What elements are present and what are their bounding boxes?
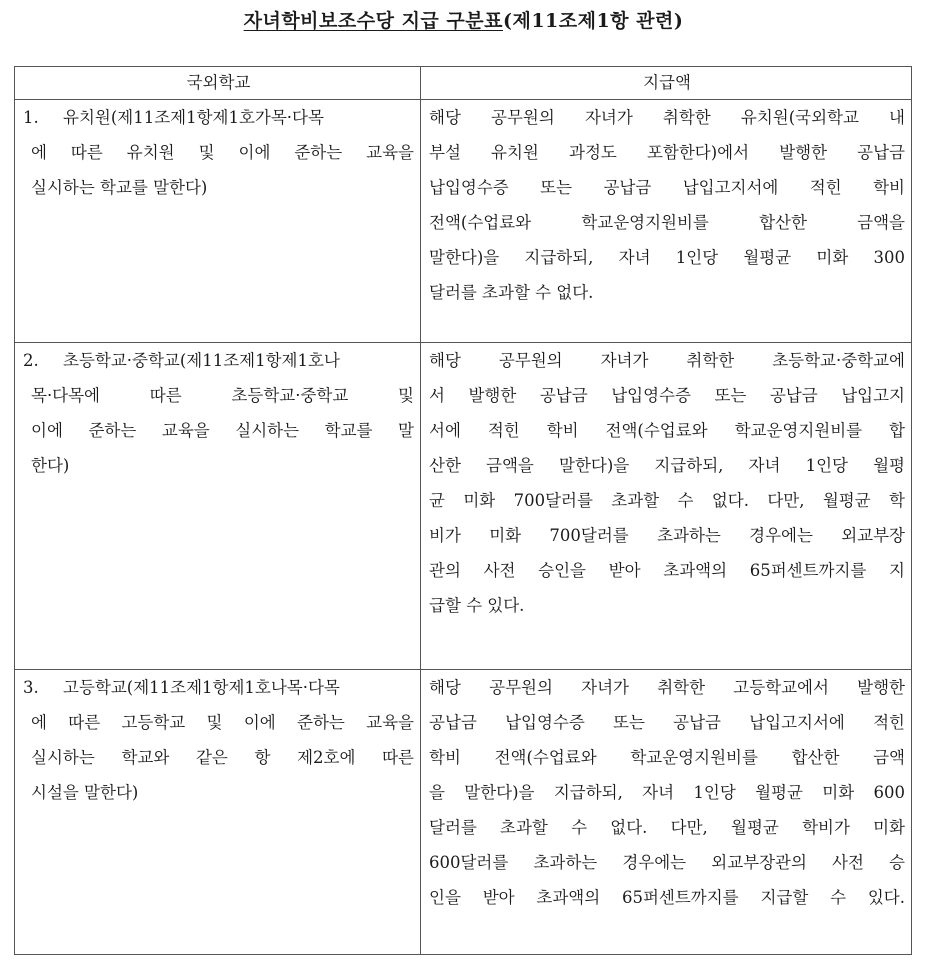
document-title	[0, 6, 927, 33]
amount-line: 관의 사전 승인을 받아 초과액의 65퍼센트까지를 지	[429, 561, 905, 580]
amount-line: 학비 전액(수업료와 학교운영지원비를 합산한 금액	[429, 748, 905, 767]
row-number: 2.	[23, 351, 39, 370]
amount-cell-kindergarten	[421, 100, 912, 343]
amount-cell-elementary-middle	[421, 343, 912, 670]
amount-line: 납입영수증 또는 공납금 납입고지서에 적힌 학비	[429, 178, 905, 197]
table-row	[15, 670, 912, 955]
amount-line: 부설 유치원 과정도 포함한다)에서 발행한 공납금	[429, 143, 905, 162]
school-cell-elementary-middle	[15, 343, 421, 670]
document-title-suffix: (제11조제1항 관련)	[502, 10, 684, 32]
header-foreign-school: 국외학교	[15, 67, 421, 100]
school-line: 에 따른 고등학교 및 이에 준하는 교육을	[31, 713, 414, 732]
allowance-table	[14, 66, 912, 955]
header-payment-amount: 지급액	[421, 67, 912, 100]
amount-line: 600달러를 초과하는 경우에는 외교부장관의 사전 승	[429, 853, 905, 872]
school-line: 실시하는 학교를 말한다)	[31, 178, 208, 197]
amount-line: 인을 받아 초과액의 65퍼센트까지를 지급할 수 있다.	[429, 888, 905, 907]
table-row	[15, 100, 912, 343]
amount-line: 해당 공무원의 자녀가 취학한 초등학교·중학교에	[429, 351, 905, 370]
school-line: 1. 유치원(제11조제1항제1호가목·다목	[23, 100, 414, 135]
school-line: 한다)	[31, 456, 70, 475]
row-number: 1.	[23, 108, 39, 127]
amount-line: 서 발행한 공납금 납입영수증 또는 공납금 납입고지	[429, 386, 905, 405]
table-row	[15, 343, 912, 670]
amount-line: 전액(수업료와 학교운영지원비를 합산한 금액을	[429, 213, 905, 232]
amount-line: 말한다)을 지급하되, 자녀 1인당 월평균 미화 300	[429, 248, 905, 267]
amount-line: 급할 수 있다.	[429, 596, 525, 615]
amount-line: 산한 금액을 말한다)을 지급하되, 자녀 1인당 월평	[429, 456, 905, 475]
row-number: 3.	[23, 678, 39, 697]
school-cell-high-school	[15, 670, 421, 955]
school-line: 에 따른 유치원 및 이에 준하는 교육을	[31, 143, 414, 162]
amount-line: 해당 공무원의 자녀가 취학한 유치원(국외학교 내	[429, 108, 905, 127]
amount-line: 균 미화 700달러를 초과할 수 없다. 다만, 월평균 학	[429, 491, 905, 510]
document-title-main: 자녀학비보조수당 지급 구분표	[243, 10, 503, 32]
school-line: 시설을 말한다)	[31, 783, 139, 802]
school-line: 2. 초등학교·중학교(제11조제1항제1호나	[23, 343, 414, 378]
amount-line: 서에 적힌 학비 전액(수업료와 학교운영지원비를 합	[429, 421, 905, 440]
amount-line: 달러를 초과할 수 없다. 다만, 월평균 학비가 미화	[429, 818, 905, 837]
amount-line: 비가 미화 700달러를 초과하는 경우에는 외교부장	[429, 526, 905, 545]
amount-line: 해당 공무원의 자녀가 취학한 고등학교에서 발행한	[429, 678, 905, 697]
school-line: 목·다목에 따른 초등학교·중학교 및	[31, 386, 414, 405]
amount-line: 을 말한다)을 지급하되, 자녀 1인당 월평균 미화 600	[429, 783, 905, 802]
amount-cell-high-school	[421, 670, 912, 955]
school-cell-kindergarten	[15, 100, 421, 343]
amount-line: 달러를 초과할 수 없다.	[429, 283, 594, 302]
table-header-row	[15, 67, 912, 100]
amount-line: 공납금 납입영수증 또는 공납금 납입고지서에 적힌	[429, 713, 905, 732]
school-line: 3. 고등학교(제11조제1항제1호나목·다목	[23, 670, 414, 705]
school-line: 실시하는 학교와 같은 항 제2호에 따른	[31, 748, 414, 767]
school-line: 이에 준하는 교육을 실시하는 학교를 말	[31, 421, 414, 440]
